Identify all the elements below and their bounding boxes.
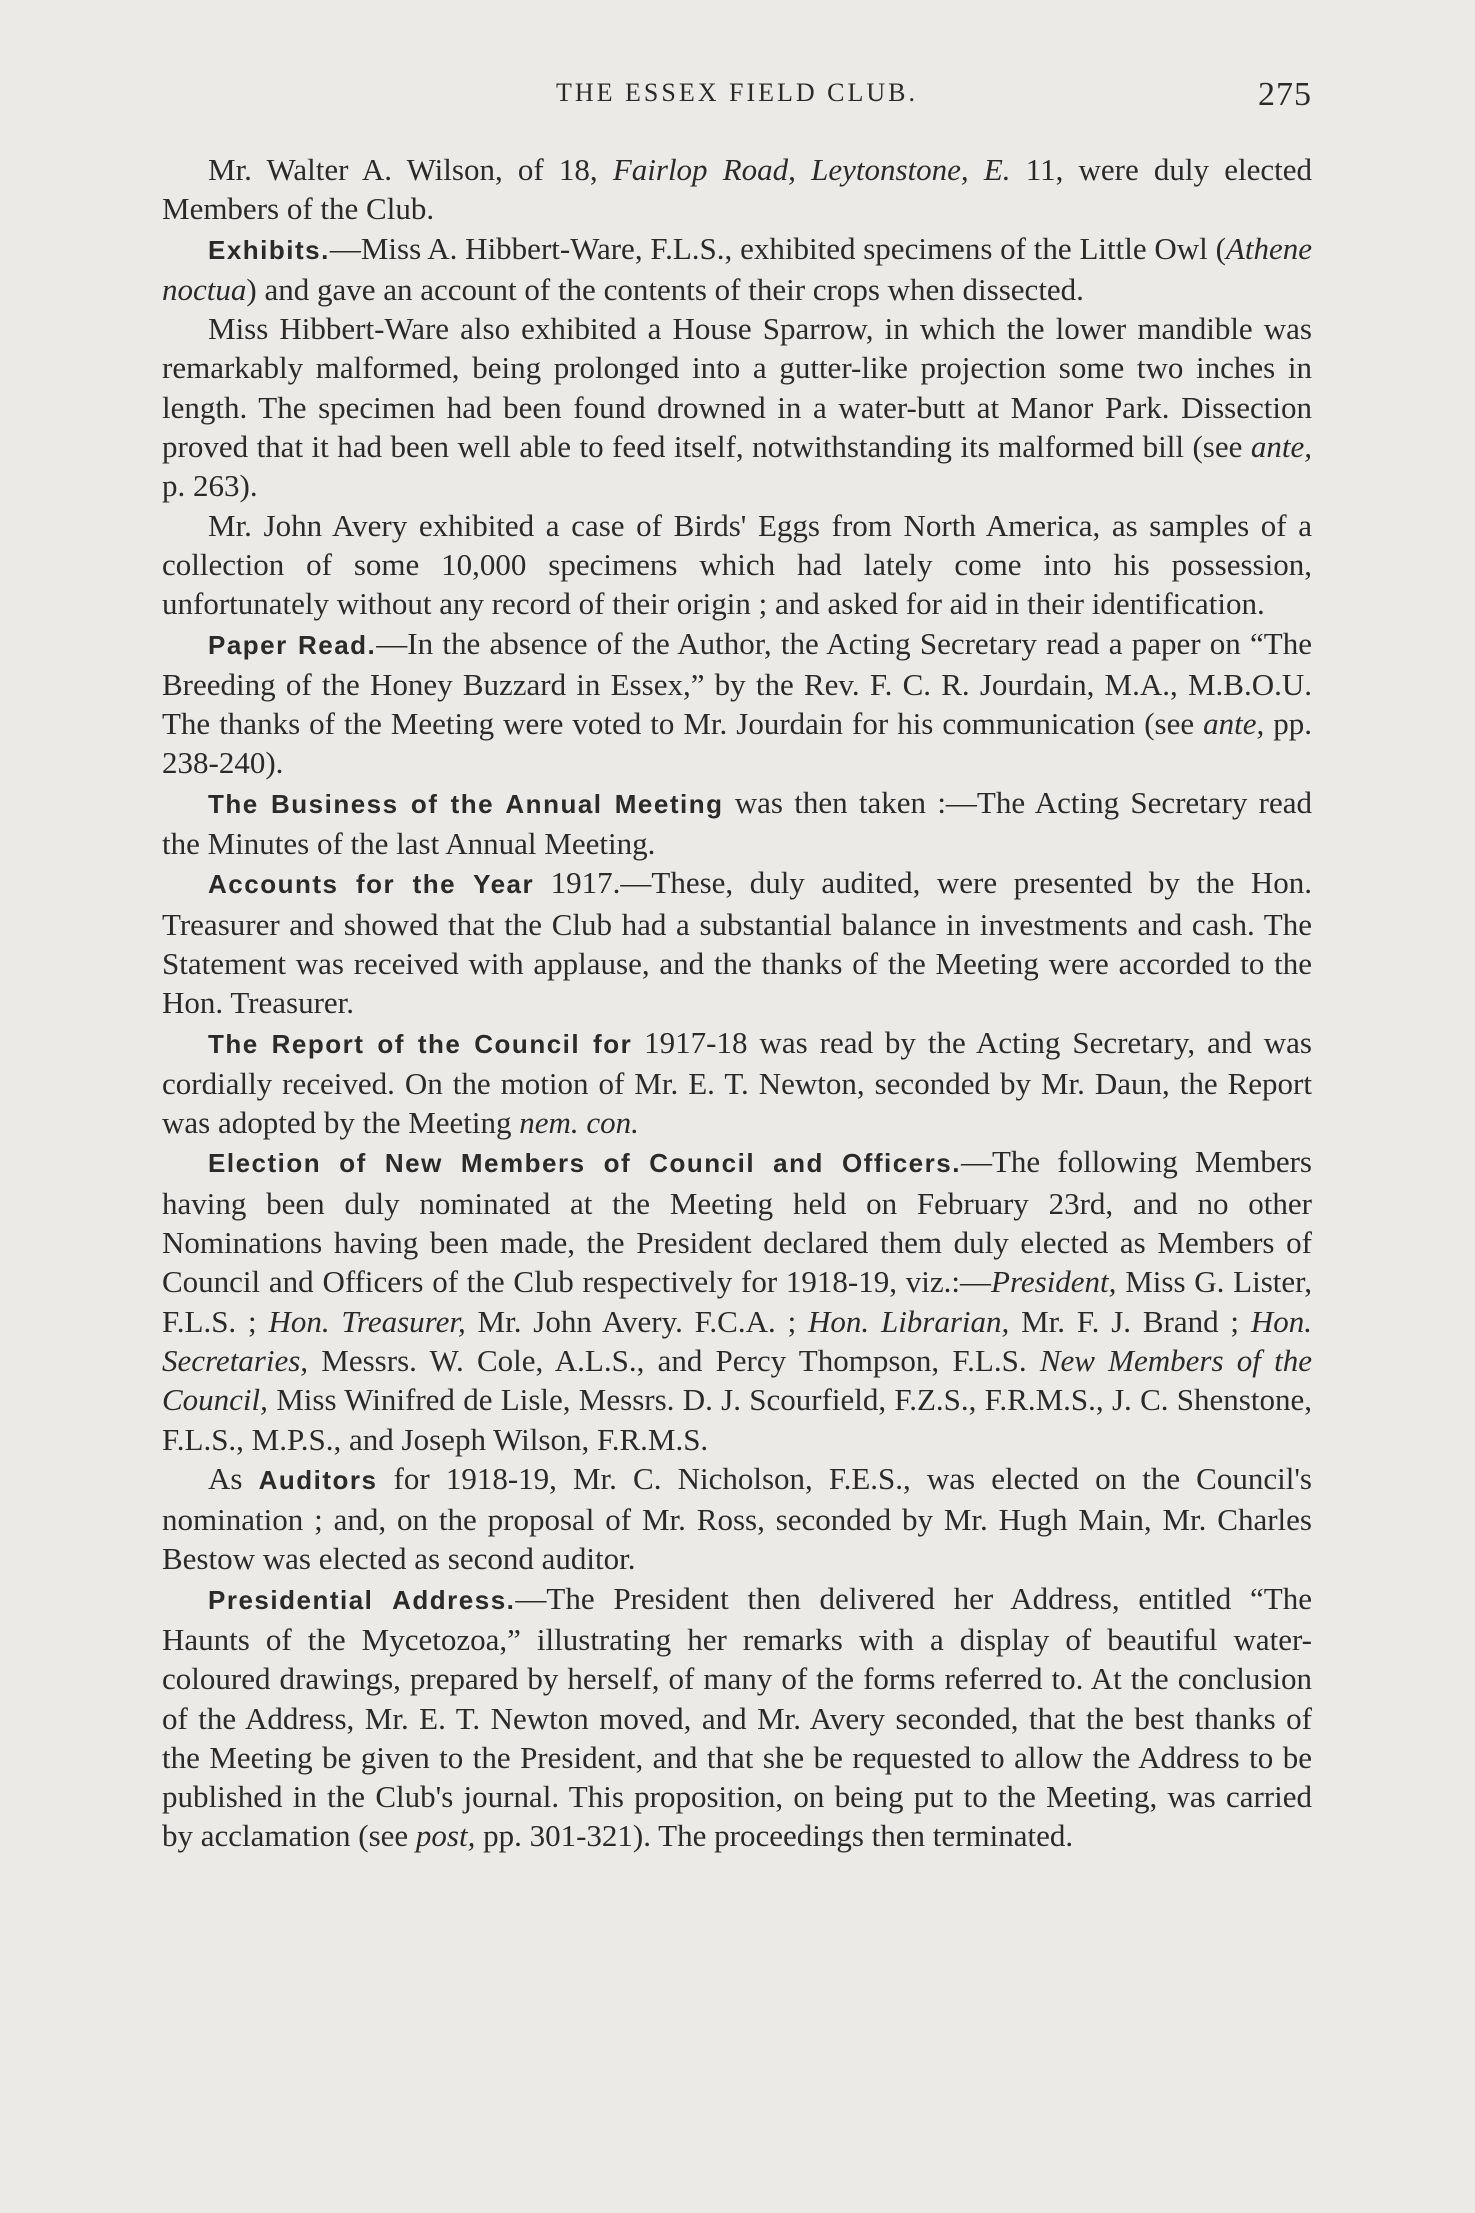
running-head: [162, 78, 1312, 122]
address-italic: Fairlop Road, Leytonstone, E.: [612, 152, 1011, 187]
text: Miss Winifred de Lisle, Messrs. D. J. Scourfield, F.Z.S., F.R.M.S., J. C. Shenstone, F.L.S., M.P.S., and Joseph Wilson, F.R.M.S.: [162, 1382, 1312, 1457]
text: was then taken :—The Acting Secretary read the Minutes of the last Annual Meeting.: [162, 784, 1313, 862]
office-title: New Members of the Council,: [162, 1342, 1312, 1418]
paragraph-business: [162, 783, 1312, 864]
reference-italic: ante,: [1250, 429, 1312, 465]
text: 1917-18 was read by the Acting Secretary, and was cordially received. On the motion of Mr. E. T. Newton, seconded by Mr. Daun, the Report was adopted by the Meeting: [162, 1024, 1312, 1141]
text: Mr. John Avery exhibited a case of Birds' Eggs from North America, as samples of a collection of some 10,000 specimens which had lately come into his possession, unfortunately without any record of their origin ; and asked for aid in their identification.: [162, 507, 1312, 622]
office-title: Hon. Librarian,: [808, 1303, 1010, 1339]
paragraph-presidential-address: [162, 1579, 1312, 1856]
section-heading-accounts: Accounts for the Year: [208, 869, 535, 900]
text: As: [208, 1460, 259, 1496]
latin-phrase: nem. con.: [519, 1105, 639, 1141]
section-heading-paper-read: Paper Read.: [208, 629, 377, 660]
text: Mr. Walter A. Wilson, of 18,: [208, 152, 613, 187]
paragraph-accounts: [162, 863, 1312, 1022]
paragraph-new-members: [162, 150, 1312, 229]
running-title: THE ESSEX FIELD CLUB.: [556, 78, 918, 107]
section-heading-business: The Business of the Annual Meeting: [208, 788, 724, 819]
text: ) and gave an account of the contents of their crops when dissected.: [246, 271, 1084, 307]
text: pp. 301-321). The proceedings then terminated.: [475, 1818, 1074, 1854]
text: —Miss A. Hibbert-Ware, F.L.S., exhibited specimens of the Little Owl (: [329, 230, 1226, 266]
text: —In the absence of the Author, the Acting Secretary read a paper on “The Breeding of the Honey Buzzard in Essex,” by the Rev. F. C. R. Jourdain, M.A., M.B.O.U. The thanks of the Meeting were voted to Mr. Jourdain for his communication (see: [162, 625, 1312, 742]
paragraph-report: [162, 1023, 1312, 1143]
body-text: [162, 150, 1312, 1856]
species-name: Athene noctua: [162, 230, 1312, 307]
section-heading-report: The Report of the Council for: [208, 1028, 633, 1059]
text: Messrs. W. Cole, A.L.S., and Percy Thompson, F.L.S.: [308, 1342, 1040, 1378]
section-heading-presidential-address: Presidential Address.: [208, 1584, 516, 1615]
reference-italic: post,: [415, 1818, 476, 1854]
text: Mr. John Avery. F.C.A. ;: [465, 1303, 808, 1339]
reference-italic: ante,: [1203, 706, 1265, 742]
text: 11, were duly elected Members of the Club.: [162, 152, 1312, 227]
text: 1917.—These, duly audited, were presented by the Hon. Treasurer and showed that the Club had a substantial balance in investments and cash. The Statement was received with applause, and the thanks of the Meeting were accorded to the Hon. Treasurer.: [162, 865, 1312, 1021]
text: Mr. F. J. Brand ;: [1009, 1303, 1251, 1339]
text: —The following Members having been duly nominated at the Meeting held on February 23rd, and no other Nominations having been made, the President declared them duly elected as Members of Council and Officers of the Club respectively for 1918-19, viz.:—: [162, 1144, 1312, 1300]
paragraph-birds-eggs: [162, 506, 1312, 624]
text: —The President then delivered her Address, entitled “The Haunts of the Mycetozoa,” illustrating her remarks with a display of beautiful water-coloured drawings, prepared by herself, of many of the forms referred to. At the conclusion of the Address, Mr. E. T. Newton moved, and Mr. Avery seconded, that the best thanks of the Meeting be given to the President, and that she be requested to allow the Address to be published in the Club's journal. This proposition, on being put to the Meeting, was carried by acclamation (see: [162, 1580, 1312, 1854]
page-number: 275: [1258, 76, 1312, 113]
text: Miss Hibbert-Ware also exhibited a House Sparrow, in which the lower mandible was remarkably malformed, being prolonged into a gutter-like projection some two inches in length. The specimen had been found drowned in a water-butt at Manor Park. Dissection proved that it had been well able to feed itself, notwithstanding its malformed bill (see: [162, 311, 1312, 465]
office-title: Hon. Secretaries,: [162, 1303, 1312, 1378]
paragraph-auditors: [162, 1459, 1312, 1579]
text: Miss G. Lister, F.L.S. ;: [162, 1264, 1312, 1339]
paragraph-exhibits: [162, 229, 1312, 310]
text: pp. 238-240).: [162, 706, 1313, 781]
text: p. 263).: [162, 468, 258, 504]
office-title: Hon. Treasurer,: [268, 1303, 466, 1339]
paragraph-house-sparrow: [162, 309, 1312, 505]
paragraph-paper-read: [162, 624, 1312, 783]
section-heading-auditors: Auditors: [258, 1464, 378, 1495]
paragraph-election: [162, 1142, 1312, 1458]
office-title: President,: [991, 1264, 1117, 1300]
text: for 1918-19, Mr. C. Nicholson, F.E.S., was elected on the Council's nomination ; and, on the proposal of Mr. Ross, seconded by Mr. Hugh Main, Mr. Charles Bestow was elected as second auditor.: [162, 1460, 1312, 1577]
section-heading-election: Election of New Members of Council and Officers.: [208, 1148, 961, 1179]
section-heading-exhibits: Exhibits.: [208, 234, 330, 265]
